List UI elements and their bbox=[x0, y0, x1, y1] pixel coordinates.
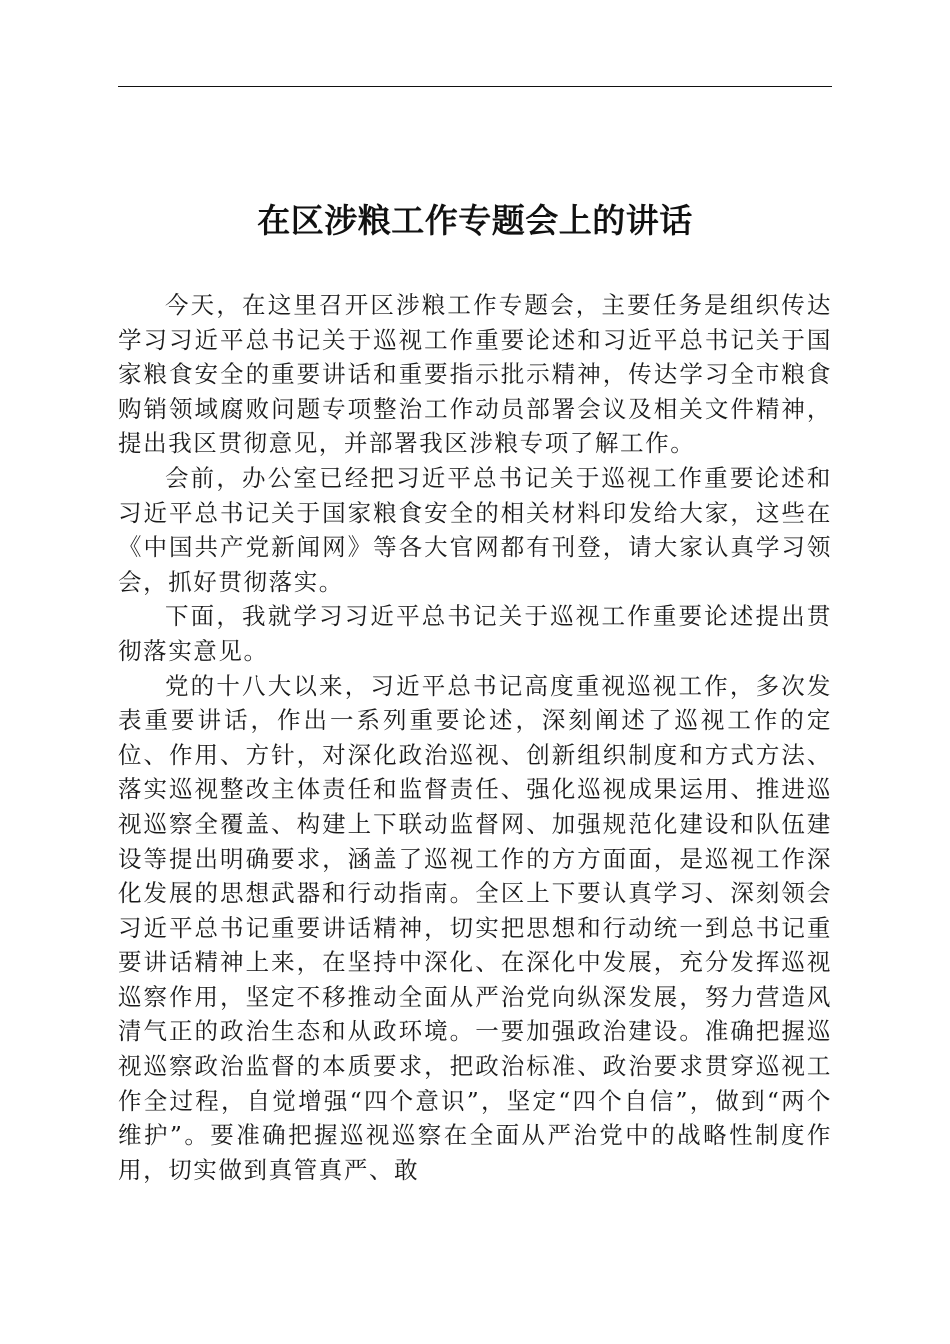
paragraph: 下面，我就学习习近平总书记关于巡视工作重要论述提出贯彻落实意见。 bbox=[118, 602, 832, 665]
paragraph: 今天，在这里召开区涉粮工作专题会，主要任务是组织传达学习习近平总书记关于巡视工作重要论述和习近平总书记关于国家粮食安全的重要讲话和重要指示批示精神，传达学习全市粮食购销领域腐败问题专项整治工作动员部署会议及相关文件精神，提出我区贯彻意见，并部署我区涉粮专项了解工作。 bbox=[118, 291, 832, 458]
document-body bbox=[118, 288, 832, 1187]
paragraph: 党的十八大以来，习近平总书记高度重视巡视工作，多次发表重要讲话，作出一系列重要论述，深刻阐述了巡视工作的定位、作用、方针，对深化政治巡视、创新组织制度和方式方法、落实巡视整改主体责任和监督责任、强化巡视成果运用、推进巡视巡察全覆盖、构建上下联动监督网、加强规范化建设和队伍建设等提出明确要求，涵盖了巡视工作的方方面面，是巡视工作深化发展的思想武器和行动指南。全区上下要认真学习、深刻领会习近平总书记重要讲话精神，切实把思想和行动统一到总书记重要讲话精神上来，在坚持中深化、在深化中发展，充分发挥巡视巡察作用，坚定不移推动全面从严治党向纵深发展，努力营造风清气正的政治生态和从政环境。一要加强政治建设。准确把握巡视巡察政治监督的本质要求，把政治标准、政治要求贯穿巡视工作全过程，自觉增强“四个意识”，坚定“四个自信”，做到“两个维护”。要准确把握巡视巡察在全面从严治党中的战略性制度作用，切实做到真管真严、敢 bbox=[118, 671, 832, 1184]
paragraph: 会前，办公室已经把习近平总书记关于巡视工作重要论述和习近平总书记关于国家粮食安全的相关材料印发给大家，这些在《中国共产党新闻网》等各大官网都有刊登，请大家认真学习领会，抓好贯彻落实。 bbox=[118, 463, 832, 596]
header-rule bbox=[118, 86, 832, 87]
document-title: 在区涉粮工作专题会上的讲话 bbox=[257, 201, 693, 240]
